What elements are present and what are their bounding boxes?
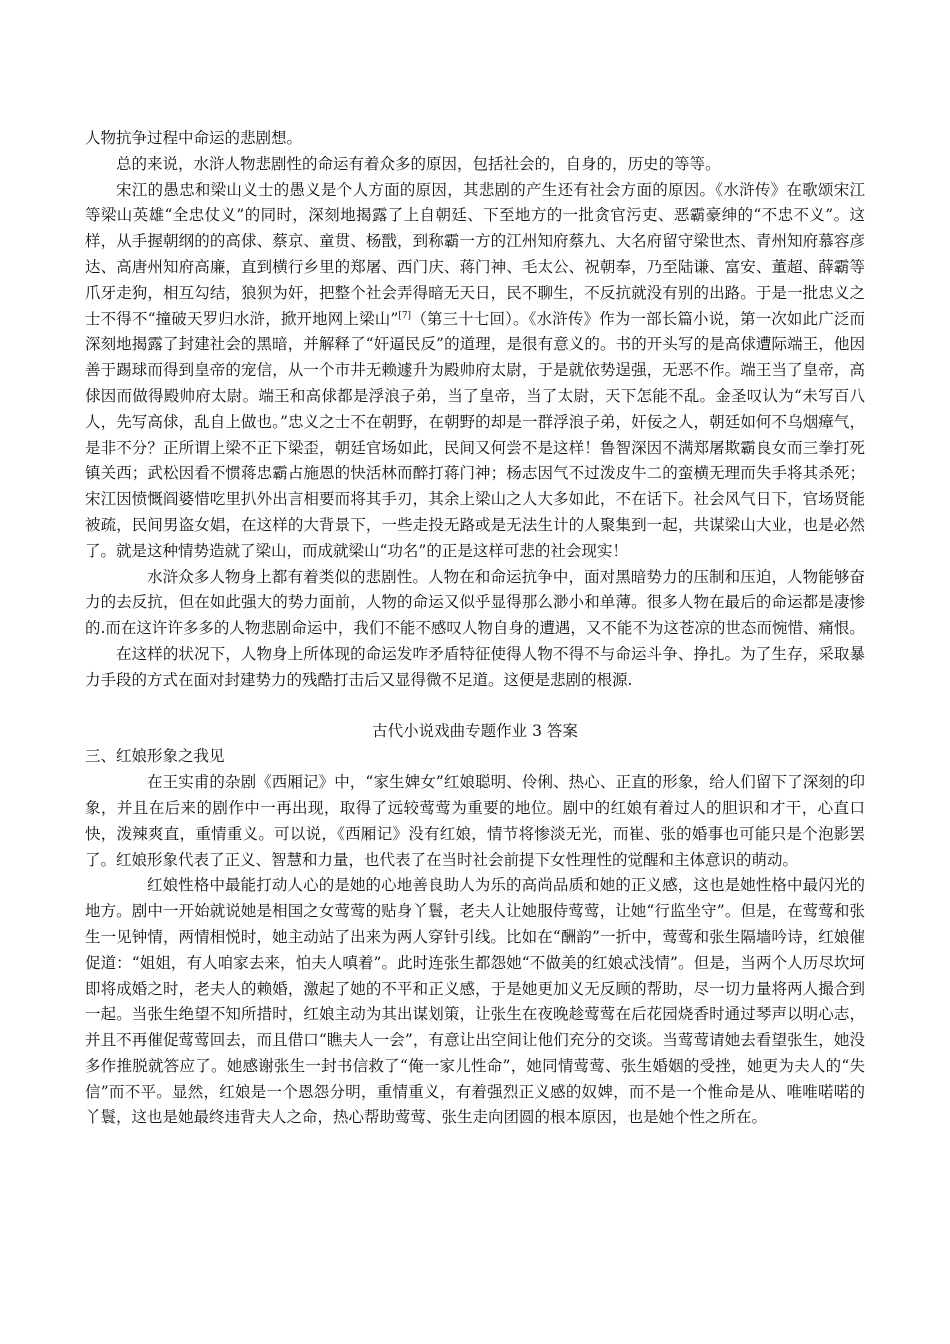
paragraph-tragic-characters: 水浒众多人物身上都有着类似的悲剧性。人物在和命运抗争中，面对黑暗势力的压制和压迫，人物能够奋力的去反抗，但在如此强大的势力面前，人物的命运又似乎显得那么渺小和单薄。很多人物在最后的命运都是凄惨的.而在这许许多多的人物悲剧命运中，我们不能不感叹人物自身的遭遇，又不能不为这苍凉的世态而惋惜、痛恨。 xyxy=(85,567,865,638)
paragraph-social-causes xyxy=(85,178,865,565)
paragraph-hongniang-intro: 在王实甫的杂剧《西厢记》中，“家生婢女”红娘聪明、伶俐、热心、正直的形象，给人们留下了深刻的印象，并且在后来的剧作中一再出现，取得了远较莺莺为重要的地位。剧中的红娘有着过人的胆识和才干，心直口快，泼辣爽直，重情重义。可以说，《西厢记》没有红娘，情节将惨淡无光，而崔、张的婚事也可能只是个泡影罢了。红娘形象代表了正义、智慧和力量，也代表了在当时社会前提下女性理性的觉醒和主体意识的萌动。 xyxy=(85,773,865,869)
paragraph-continuation: 人物抗争过程中命运的悲剧想。 xyxy=(85,129,303,147)
paragraph-social-causes-tail: （第三十七回）。《水浒传》作为一部长篇小说，第一次如此广泛而深刻地揭露了封建社会的黑暗，并解释了“奸逼民反”的道理，是很有意义的。书的开头写的是高俅遭际端王，他因善于踢球而得到皇帝的宠信，从一个市井无赖遽升为殿帅府太尉，于是就依势逞强，无恶不作。端王当了皇帝，高俅因而做得殿帅府太尉。端王和高俅都是浮浪子弟，当了皇帝，当了太尉，天下怎能不乱。金圣叹认为“未写百八人，先写高俅，乱自上做也。”忠义之士不在朝野，在朝野的却是一群浮浪子弟，奸佞之人，朝廷如何不乌烟瘴气，是非不分？正所谓上梁不正下梁歪，朝廷官场如此，民间又何尝不是这样！鲁智深因不满郑屠欺霸良女而三拳打死镇关西；武松因看不惯蒋忠霸占施恩的快活林而醉打蒋门神；杨志因气不过泼皮牛二的蛮横无理而失手将其杀死；宋江因愤慨阎婆惜吃里扒外出言相要而将其手刃，其余上梁山之人大多如此，不在话下。社会风气日下，官场贤能被疏，民间男盗女娼，在这样的大背景下，一些走投无路或是无法生计的人聚集到一起，共谋梁山大业，也是必然了。就是这种情势造就了梁山，而成就梁山“功名”的正是这样可悲的社会现实！ xyxy=(85,309,865,560)
citation-marker: [7] xyxy=(398,310,412,321)
paragraph-hongniang-character: 红娘性格中最能打动人心的是她的心地善良助人为乐的高尚品质和她的正义感，这也是她性格中最闪光的地方。剧中一开始就说她是相国之女莺莺的贴身丫鬟，老夫人让她服侍莺莺，让她“行监坐守”。但是，在莺莺和张生一见钟情，两情相悦时，她主动站了出来为两人穿针引线。比如在“酬韵”一折中，莺莺和张生隔墙吟诗，红娘催促道：“姐姐，有人咱家去来，怕夫人嗔着”。此时连张生都怨她“不做美的红娘忒浅情”。但是，当两个人历尽坎坷即将成婚之时，老夫人的赖婚，激起了她的不平和正义感，于是她更加义无反顾的帮助，尽一切力量将两人撮合到一起。当张生绝望不知所措时，红娘主动为其出谋划策，让张生在夜晚趁莺莺在后花园烧香时通过琴声以明心志，并且不再催促莺莺回去，而且借口“瞧夫人一会”，有意让出空间让他们充分的交谈。当莺莺请她去看望张生，她没多作推脱就答应了。她感谢张生一封书信救了“俺一家儿性命”，她同情莺莺、张生婚姻的受挫，她更为夫人的“失信”而不平。显然，红娘是一个恩怨分明，重情重义，有着强烈正义感的奴婢，而不是一个惟命是从、唯唯喏喏的丫鬟，这也是她最终违背夫人之命，热心帮助莺莺、张生走向团圆的根本原因，也是她个性之所在。 xyxy=(85,876,865,1127)
paragraph-summary: 总的来说，水浒人物悲剧性的命运有着众多的原因，包括社会的，自身的，历史的等等。 xyxy=(116,154,721,173)
paragraph-root-of-tragedy: 在这样的状况下，人物身上所体现的命运发咋矛盾特征使得人物不得不与命运斗争、挣扎。为了生存，采取暴力手段的方式在面对封建势力的残酷打击后又显得微不足道。这便是悲剧的根源. xyxy=(85,644,865,689)
paragraph-social-causes-text: 宋江的愚忠和梁山义士的愚义是个人方面的原因，其悲剧的产生还有社会方面的原因。《水浒传》在歌颂宋江等梁山英雄“全忠仗义”的同时，深刻地揭露了上自朝廷、下至地方的一批贪官污吏、恶霸豪绅的“不忠不义”。这样，从手握朝纲的的高俅、蔡京、童贯、杨戬，到称霸一方的江州知府蔡九、大名府留守梁世杰、青州知府慕容彦达、高唐州知府高廉，直到横行乡里的郑屠、西门庆、蒋门神、毛太公、祝朝奉，乃至陆谦、富安、董超、薛霸等爪牙走狗，相互勾结，狼狈为奸，把整个社会弄得暗无天日，民不聊生，不反抗就没有别的出路。于是一批忠义之士不得不“撞破天罗归水浒，掀开地网上梁山” xyxy=(85,180,865,328)
section-heading: 三、红娘形象之我见 xyxy=(85,747,225,766)
assignment-title: 古代小说戏曲专题作业 3 答案 xyxy=(372,721,578,740)
document-page xyxy=(85,126,865,1131)
